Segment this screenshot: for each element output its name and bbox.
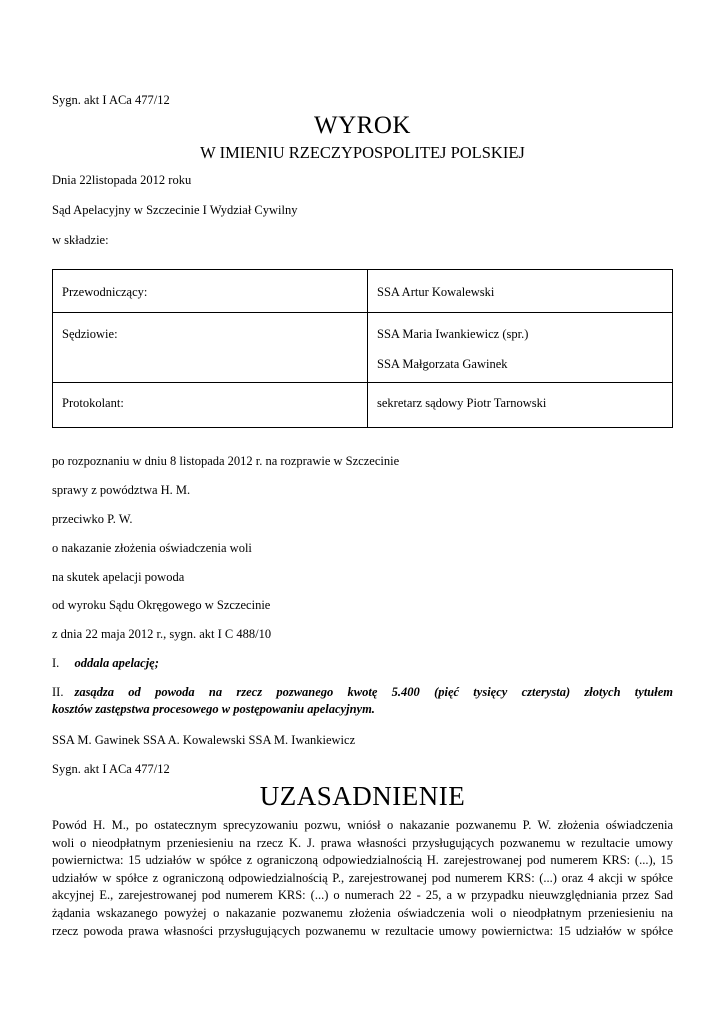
document-title: WYROK [314,112,411,139]
justification-title: UZASADNIENIE [259,781,466,811]
ruling-1 [52,655,159,671]
justification-line-7: rzecz powoda prawa własności przysługujących pozwanemu w rezultacie umowy powiernictwa: 15 udziałów w spółce [52,923,673,938]
ruling-2 [52,684,673,718]
judges-values [368,313,673,383]
judge-2: SSA Małgorzata Gawinek [377,357,508,371]
chair-label: Przewodniczący: [53,270,368,313]
ruling-1-number: I. [52,656,60,670]
judges-label: Sędziowie: [53,313,368,383]
ruling-1-text: oddala apelację; [74,656,159,670]
proceedings-line-4: o nakazanie złożenia oświadczenia woli [52,541,252,555]
proceedings-line-1: po rozpoznaniu w dniu 8 listopada 2012 r. na rozprawie w Szczecinie [52,454,400,468]
panel-row-clerk [53,383,673,428]
chair-value: SSA Artur Kowalewski [368,270,673,313]
panel-row-judges [53,313,673,383]
justification-line-4: udziałów w spółce z ograniczoną odpowiedzialnością P., zarejestrowanej pod numerem KRS: (...) oraz 4 akcji w spółce [52,870,673,885]
panel-row-chair [53,270,673,313]
clerk-label: Protokolant: [53,383,368,428]
case-number-bottom: Sygn. akt I ACa 477/12 [52,762,170,776]
court-panel-table [52,269,673,428]
case-number-top: Sygn. akt I ACa 477/12 [52,93,170,107]
proceedings-line-3: przeciwko P. W. [52,512,133,526]
court-line: Sąd Apelacyjny w Szczecinie I Wydział Cywilny [52,203,298,217]
justification-body [52,817,673,940]
ruling-2-text-line-1: zasądza od powoda na rzecz pozwanego kwotę 5.400 (pięć tysięcy czterysta) złotych tytułem [74,685,673,699]
justification-line-6: żądania wskazanego powyżej o nakazanie pozwanemu złożenia oświadczenia woli o nieodpłatnym przeniesieniu na [52,905,673,920]
proceedings-line-2: sprawy z powództwa H. M. [52,483,191,497]
ruling-2-line-1 [52,684,673,701]
justification-line-3: powiernictwa: 15 udziałów w spółce z ograniczoną odpowiedzialnością H. zarejestrowanej pod numerem KRS: (...), 15 [52,853,673,868]
clerk-value: sekretarz sądowy Piotr Tarnowski [368,383,673,428]
justification-line-2: woli o nieodpłatnym przeniesieniu na rzecz K. J. prawa własności przysługujących pozwanemu w rezultacie umowy [52,835,673,850]
proceedings-line-6: od wyroku Sądu Okręgowego w Szczecinie [52,598,271,612]
justification-line-5: akcyjnej E., zarejestrowanej pod numerem KRS: (...) o numerach 22 - 25, a w przypadku nieuwzględniania przez Sad [52,888,673,903]
justification-line-1: Powód H. M., po ostatecznym sprecyzowaniu pozwu, wniósł o nakazanie pozwanemu P. W. złożenia oświadczenia [52,818,673,832]
ruling-2-text-line-2: kosztów zastępstwa procesowego w postępowaniu apelacyjnym. [52,702,375,716]
composition-label: w składzie: [52,233,109,247]
proceedings-line-5: na skutek apelacji powoda [52,570,185,584]
signatures: SSA M. Gawinek SSA A. Kowalewski SSA M. Iwankiewicz [52,733,356,747]
ruling-2-number: II. [52,685,64,699]
proceedings-line-7: z dnia 22 maja 2012 r., sygn. akt I C 488/10 [52,627,272,641]
date-line: Dnia 22listopada 2012 roku [52,173,192,187]
judge-1: SSA Maria Iwankiewicz (spr.) [377,327,529,341]
document-subtitle: W IMIENIU RZECZYPOSPOLITEJ POLSKIEJ [200,143,525,162]
